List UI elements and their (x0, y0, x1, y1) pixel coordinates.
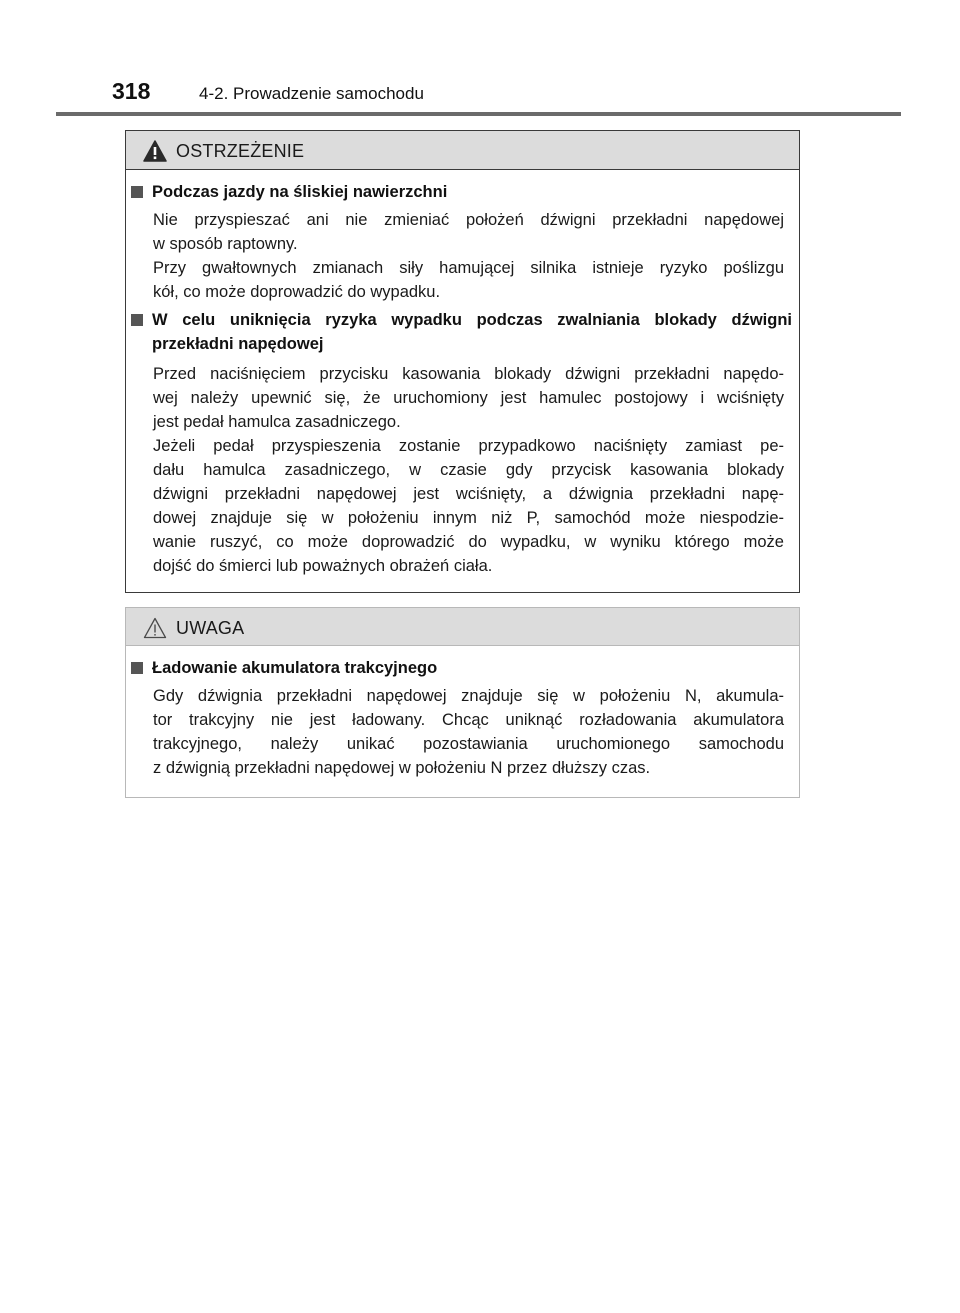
warning-filled-triangle-icon (143, 140, 167, 162)
warning-item-heading-1: Podczas jazdy na śliskiej nawierzchni (131, 180, 792, 204)
notice-item-1-paragraph-1: Gdy dźwignia przekładni napędowej znajduje się w położeniu N, akumula- tor trakcyjny nie jest ładowany. Chcąc uniknąć rozładowania akumulatora trakcyjnego, należy unikać pozostawiania uruchomionego samochodu z dźwignią przekładni napędowej w położeniu N przez dłuższy czas. (153, 687, 784, 777)
warning-box-header (126, 131, 799, 170)
notice-box (125, 607, 800, 798)
warning-label: OSTRZEŻENIE (176, 141, 305, 161)
page-header (0, 0, 960, 120)
bullet-square-icon (131, 662, 143, 674)
page-number: 318 (112, 78, 151, 104)
bullet-square-icon (131, 186, 143, 198)
bullet-square-icon (131, 314, 143, 326)
warning-box-body (126, 170, 799, 580)
warning-item-2-paragraph-1: Przed naciśnięciem przycisku kasowania blokady dźwigni przekładni napędo- wej należy upewnić się, że uruchomiony jest hamulec postojowy i wciśnięty jest pedał hamulca zasadniczego. (153, 365, 784, 431)
notice-item-heading-1: Ładowanie akumulatora trakcyjnego (131, 656, 792, 680)
warning-item-1-paragraph-2: Przy gwałtownych zmianach siły hamującej silnika istnieje ryzyko poślizgu kół, co może doprowadzić do wypadku. (153, 259, 784, 301)
warning-item-heading-2: W celu uniknięcia ryzyka wypadku podczas zwalniania blokady dźwigni przekładni napędowej (131, 308, 792, 356)
warning-item-2-paragraph-2: Jeżeli pedał przyspieszenia zostanie przypadkowo naciśnięty zamiast pe- dału hamulca zasadniczego, w czasie gdy przycisk kasowania blokady dźwigni przekładni napędowej jest wciśnięty, a dźwignia przekładni napę- dowej znajduje się w położeniu innym niż P, samochód może niespodzie- wanie ruszyć, co może doprowadzić do wypadku, w wyniku którego może dojść do śmierci lub poważnych obrażeń ciała. (153, 437, 784, 575)
notice-box-header (126, 608, 799, 646)
header-rule (56, 112, 901, 116)
warning-item-1-paragraph-1: Nie przyspieszać ani nie zmieniać położeń dźwigni przekładni napędowej w sposób raptowny. (153, 211, 784, 253)
notice-label: UWAGA (176, 618, 245, 638)
caution-outline-triangle-icon (143, 617, 167, 639)
notice-box-body (126, 646, 799, 796)
warning-box (125, 130, 800, 593)
section-title: 4-2. Prowadzenie samochodu (199, 84, 424, 103)
